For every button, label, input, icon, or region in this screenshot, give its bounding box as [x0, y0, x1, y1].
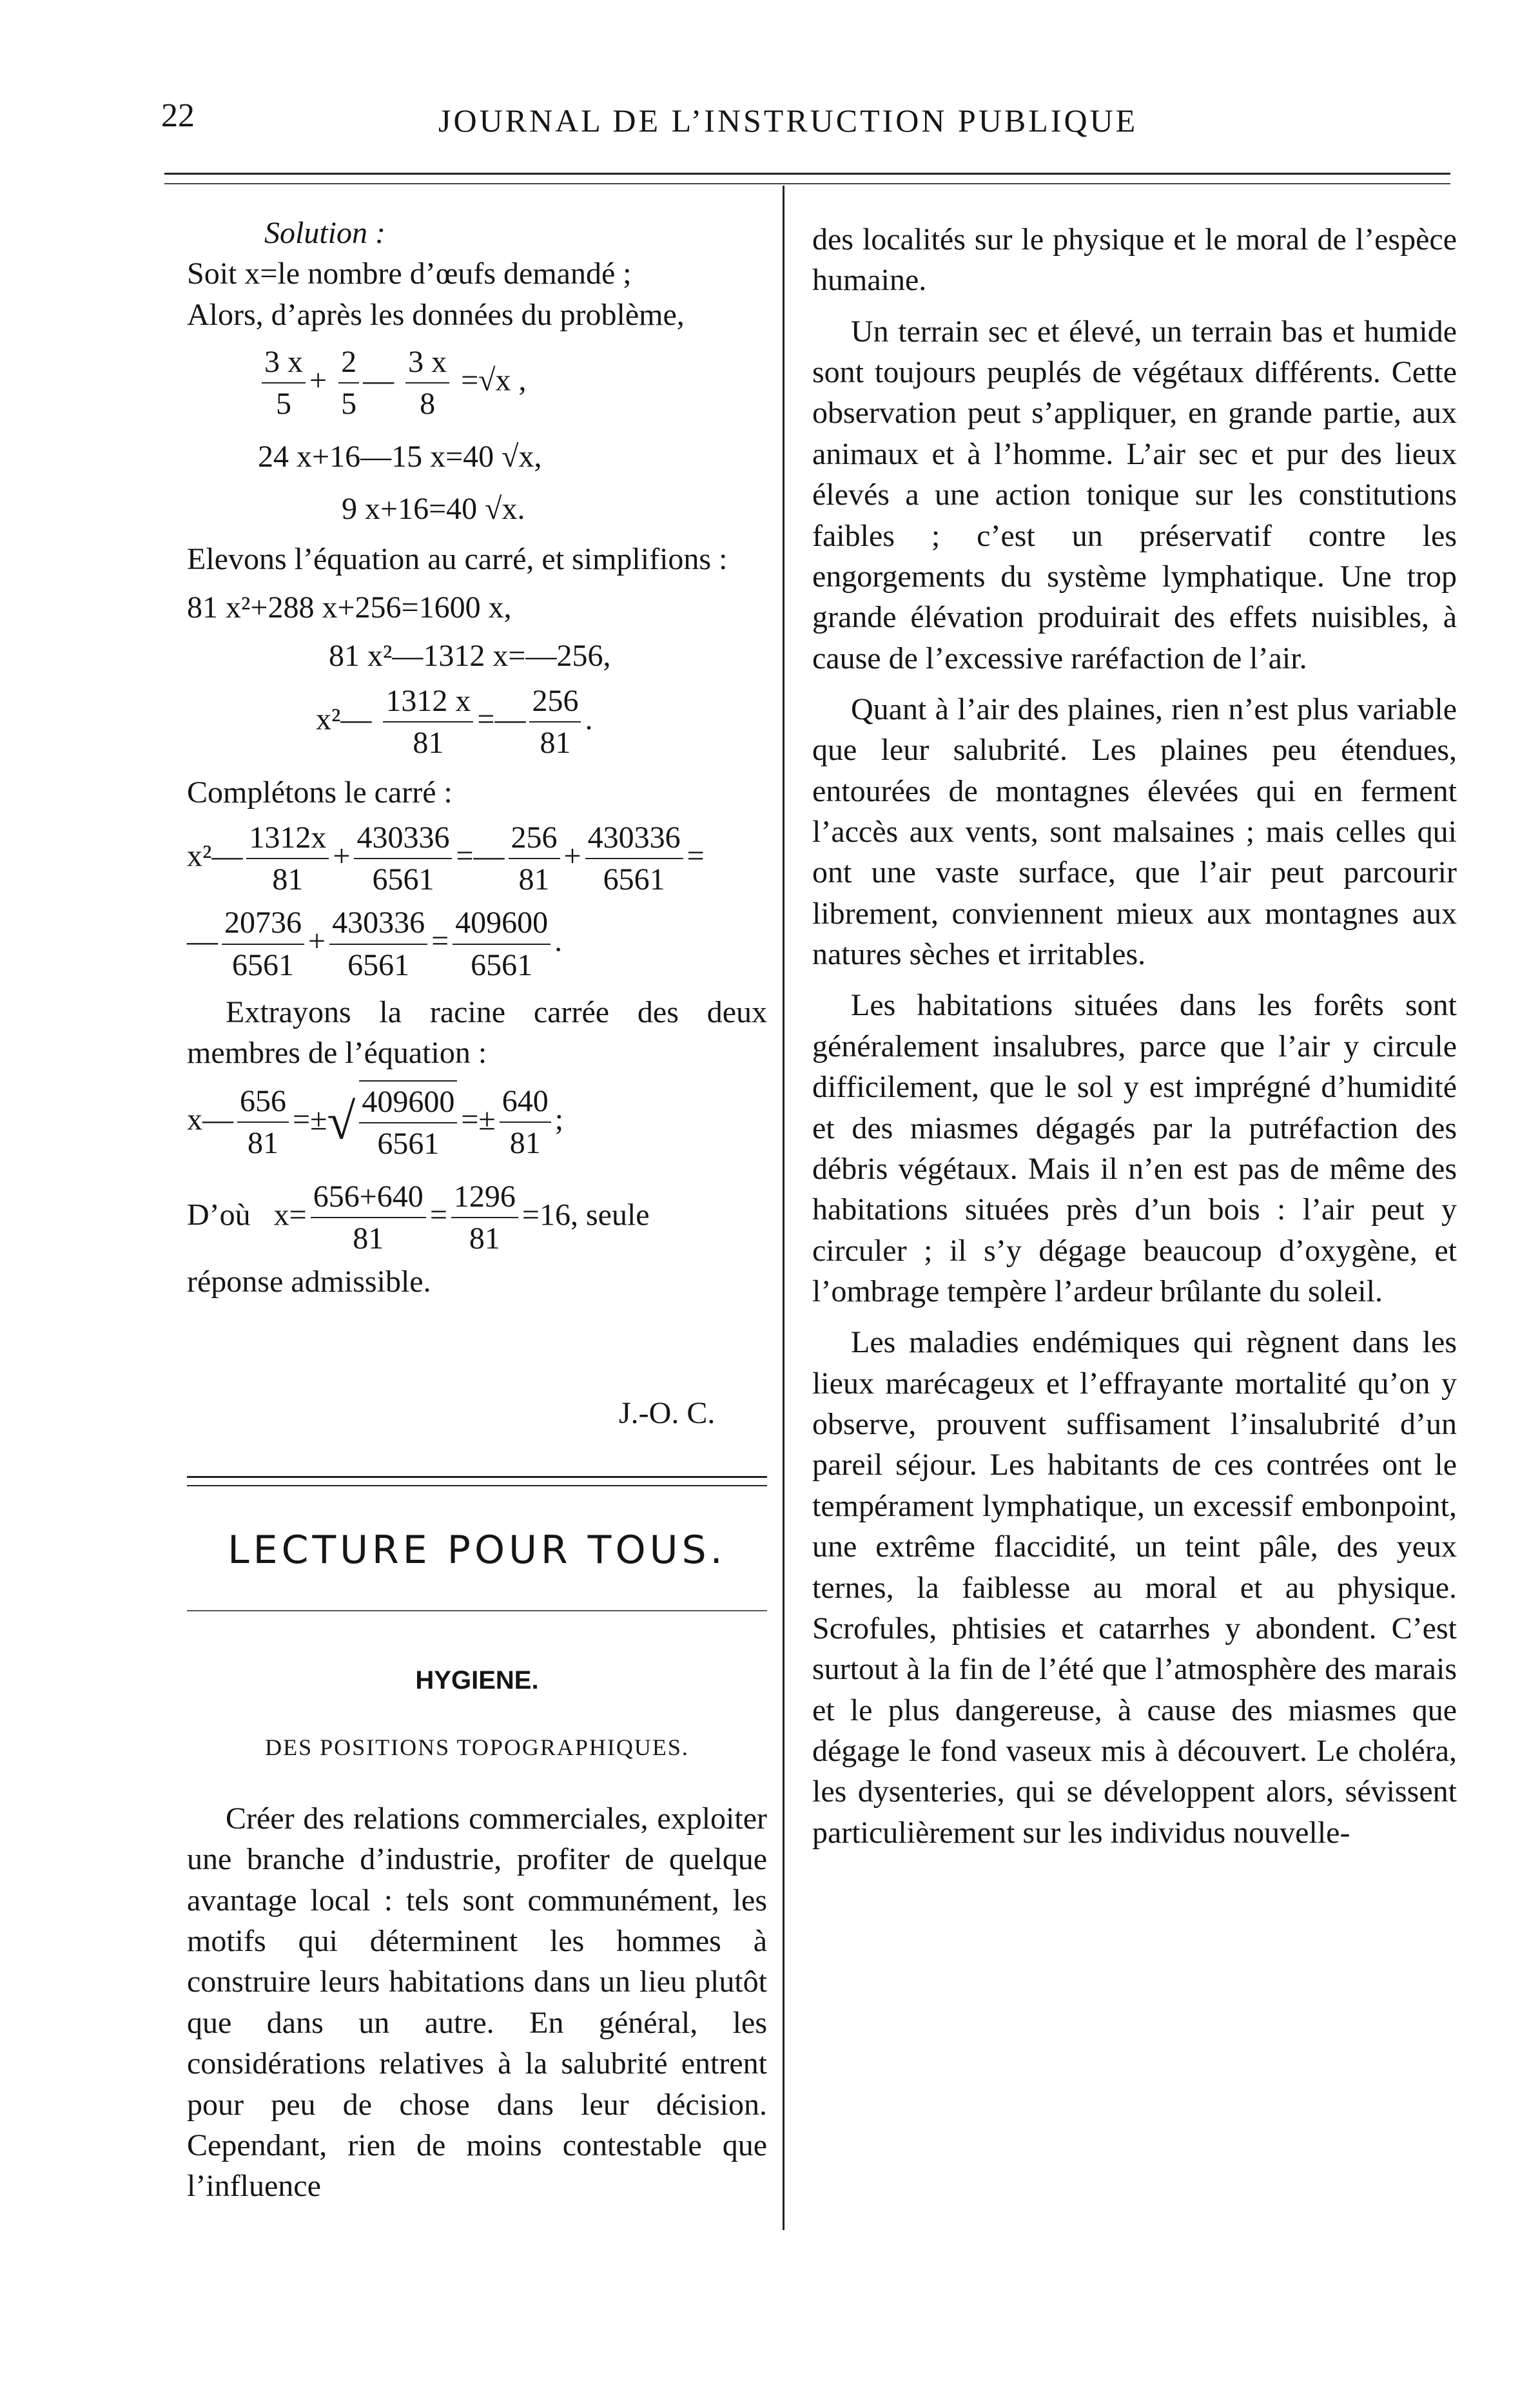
article-paragraph: Créer des relations commerciales, exploiter une branche d’industrie, profiter de quelque avantage local : tels sont communément, les motifs qui déterminent les hommes à construire leurs habitations dans un lieu plutôt que dans un autre. En général, les considérations relatives à la salubrité entrent pour peu de chose dans leur décision. Cependant, rien de moins contestable que l’influence	[187, 1801, 767, 2204]
paragraph-5: Les maladies endémiques qui règnent dans les lieux marécageux et l’effrayante mortalité qu’on y observe, prouvent suffisament l’insalubrité d’un pareil séjour. Les habitants de ces contrées ont le tempérament lymphatique, un excessif embonpoint, une extrême flaccidité, un teint pâle, des yeux ternes, la faiblesse au moral et au physique. Scrofules, phtisies et catarrhes y abondent. C’est surtout à la fin de l’été que l’atmosphère des marais et le plus dangereuse, à cause des miasmes que dégage le fond vaseux mis à découvert. Le choléra, les dysenteries, qui se développent alors, sévissent particulièrement sur les individus nouvelle-	[812, 1325, 1457, 1850]
page-header	[161, 97, 1199, 155]
section-title-rule	[187, 1610, 767, 1611]
fraction: $\frac{656}{81}$	[237, 1081, 289, 1164]
text-reponse: réponse admissible.	[187, 1265, 431, 1299]
fraction: $\frac{430336}{6561}$	[329, 902, 427, 986]
running-title: JOURNAL DE L’INSTRUCTION PUBLIQUE	[438, 102, 1138, 139]
equation-4: 81 x²+288 x+256=1600 x,	[187, 590, 512, 625]
fraction: $\frac{656+640}{81}$	[311, 1176, 426, 1259]
fraction: $\frac{640}{81}$	[500, 1081, 551, 1164]
equation-2: 24 x+16—15 x=40 √x,	[258, 439, 542, 474]
radical-icon: √	[327, 1093, 356, 1151]
fraction: $\frac{1312 x}{81}$	[383, 681, 473, 764]
article-body-left	[187, 1798, 767, 2207]
intro-line-1: Soit x=le nombre d’œufs demandé ;	[187, 257, 632, 291]
fraction: $\frac{430336}{6561}$	[585, 817, 683, 900]
fraction: $\frac{20736}{6561}$	[222, 902, 304, 986]
paragraph-2: Un terrain sec et élevé, un terrain bas et humide sont toujours peuplés de végétaux différents. Cette observation peut s’appliquer, en grande partie, aux animaux et à l’homme. L’air sec et pur des lieux élevés a une action tonique sur les constitutions faibles ; c’est un préservatif contre les engorgements du système lymphatique. Une trop grande élévation produirait des effets nuisibles, à cause de l’excessive raréfaction de l’air.	[812, 314, 1457, 675]
header-rule-secondary	[164, 183, 1450, 184]
text-elevons: Elevons l’équation au carré, et simplifions :	[187, 541, 728, 576]
equation-10: D’où x= $\frac{656+640}{81}$ = $\frac{1296}{81}$ =16, seule	[187, 1176, 767, 1259]
page-number: 22	[161, 97, 195, 134]
equation-9: x— $\frac{656}{81}$ =±√ $\frac{409600}{6561}$ =± $\frac{640}{81}$ ;	[187, 1080, 767, 1165]
header-rule	[164, 173, 1450, 175]
article-title: HYGIENE.	[415, 1666, 539, 1694]
solution-block	[187, 213, 767, 1303]
equation-8: — $\frac{20736}{6561}$ + $\frac{430336}{6561}$ = $\frac{409600}{6561}$ .	[187, 902, 767, 986]
section-title: LECTURE POUR TOUS.	[228, 1528, 726, 1573]
column-divider	[783, 186, 784, 2230]
fraction: $\frac{409600}{6561}$	[359, 1080, 457, 1165]
intro-line-2: Alors, d’après les données du problème,	[187, 297, 685, 332]
article-body-right	[812, 219, 1457, 1853]
fraction: $\frac{3 x}{8}$	[405, 342, 449, 425]
fraction: $\frac{1296}{81}$	[451, 1176, 518, 1259]
equation-1: $\frac{3 x}{5}$ + $\frac{2}{5}$ — $\frac{3 x}{8}$ =√x ,	[187, 342, 767, 425]
equation-3: 9 x+16=40 √x.	[342, 492, 525, 527]
solution-label: Solution :	[264, 216, 385, 250]
section-rule-secondary	[187, 1485, 767, 1486]
fraction: $\frac{2}{5}$	[338, 342, 359, 425]
equation-rhs: =√x ,	[461, 363, 527, 398]
fraction: $\frac{430336}{6561}$	[354, 817, 452, 900]
equation-6: x²— $\frac{1312 x}{81}$ =— $\frac{256}{81}$ .	[187, 681, 767, 764]
fraction: $\frac{256}{81}$	[529, 681, 581, 764]
author-signature: J.-O. C.	[619, 1396, 716, 1430]
paragraph-4: Les habitations situées dans les forêts sont généralement insalubres, parce que l’air y circule difficilement, que le sol y est imprégné d’humidité et des miasmes dégagés par la putréfaction des débris végétaux. Mais il n’en est pas de même des habitations situées près d’un bois : l’air peut y circuler ; il s’y dégage beaucoup d’oxygène, et l’ombrage tempère l’ardeur brûlante du soleil.	[812, 988, 1457, 1308]
equation-7: x²— $\frac{1312x}{81}$ + $\frac{430336}{6561}$ =— $\frac{256}{81}$ + $\frac{430336}{6561}$ =	[187, 817, 767, 900]
article-subtitle: DES POSITIONS TOPOGRAPHIQUES.	[265, 1734, 689, 1760]
fraction: $\frac{256}{81}$	[509, 817, 560, 900]
paragraph-1: des localités sur le physique et le moral de l’espèce humaine.	[812, 222, 1457, 298]
section-rule	[187, 1476, 767, 1478]
equation-5: 81 x²—1312 x=—256,	[329, 639, 611, 674]
fraction: $\frac{3 x}{5}$	[262, 342, 306, 425]
text-completons: Complétons le carré :	[187, 775, 453, 810]
paragraph-3: Quant à l’air des plaines, rien n’est plus variable que leur salubrité. Les plaines peu étendues, entourées de montagnes élevées qui en ferment l’accès aux vents, sont malsaines ; mais celles qui ont une vaste surface, que l’air peut parcourir librement, conviennent mieux aux montagnes aux natures sèches et irritables.	[812, 692, 1457, 972]
fraction: $\frac{409600}{6561}$	[453, 902, 551, 986]
fraction: $\frac{1312x}{81}$	[246, 817, 329, 900]
text-extrayons: Extrayons la racine carrée des deux membres de l’équation :	[187, 995, 767, 1071]
